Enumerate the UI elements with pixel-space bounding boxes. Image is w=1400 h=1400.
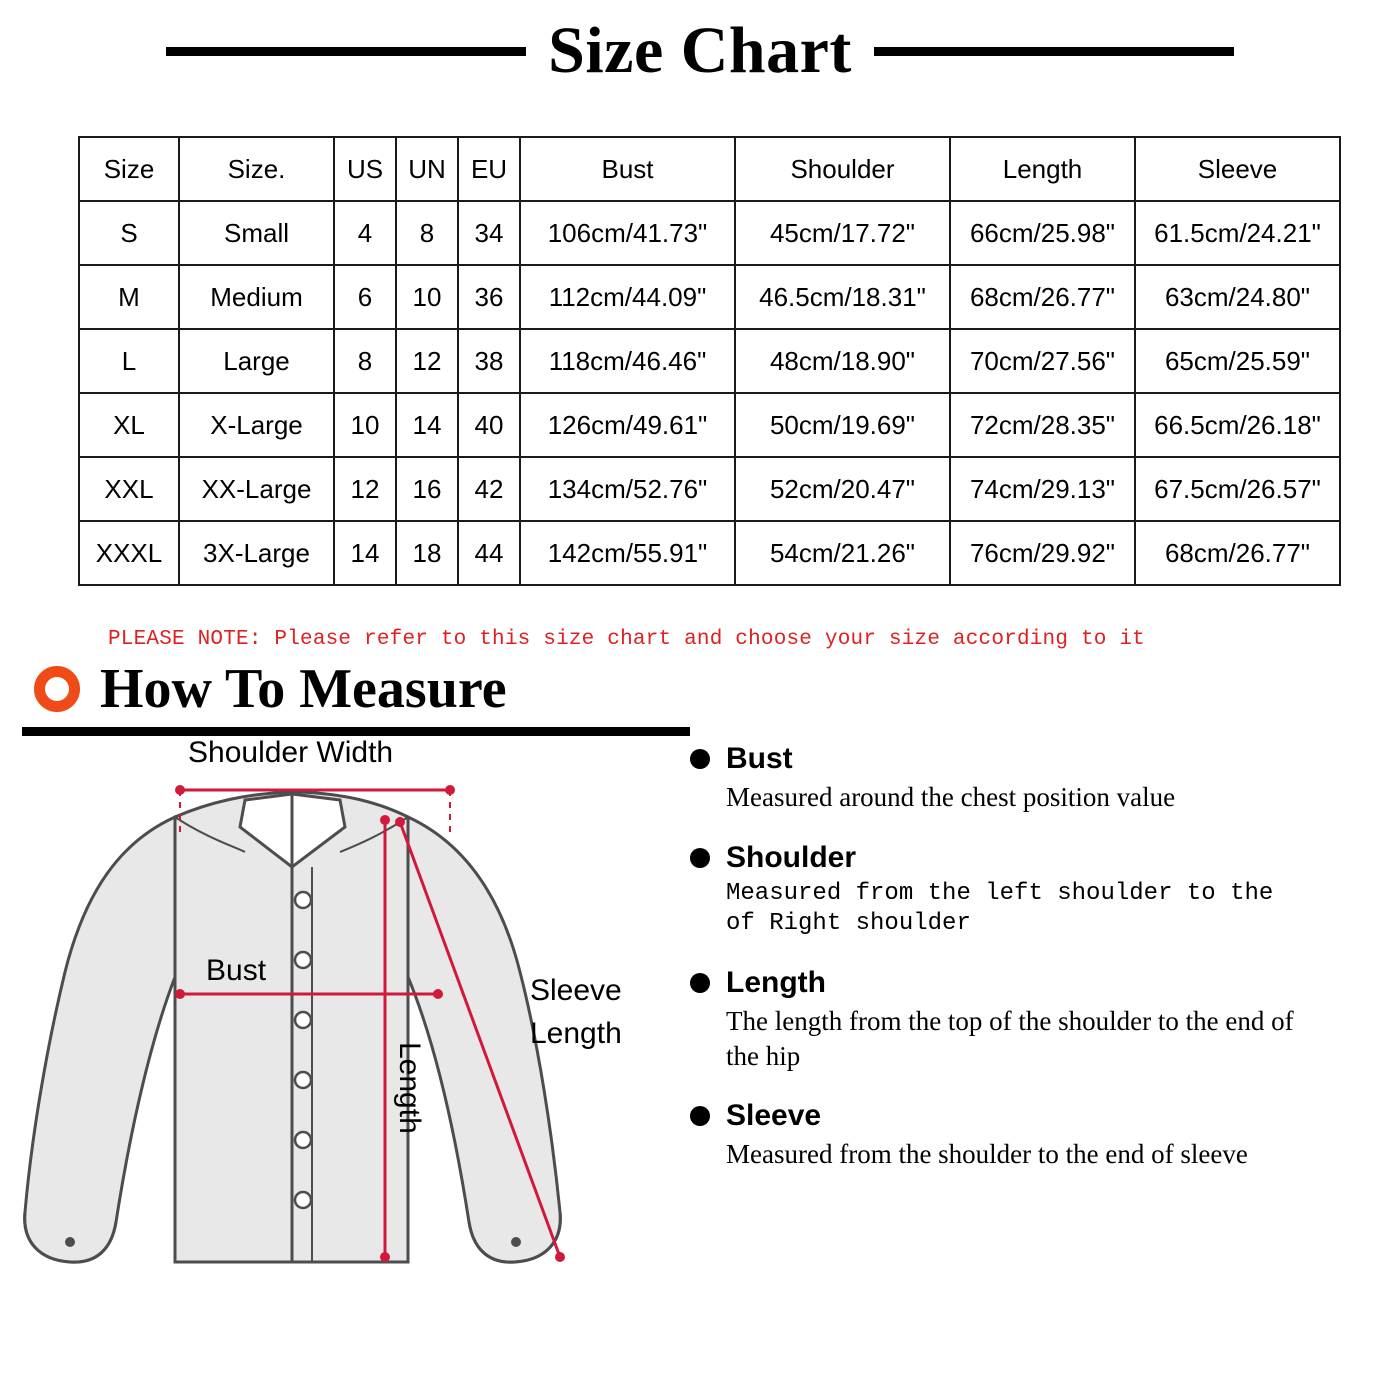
definition-shoulder-term: Shoulder [726, 840, 857, 874]
size-chart-table [78, 136, 1341, 586]
column-header-shoulder: Shoulder [735, 137, 950, 201]
cell-size: L [79, 329, 179, 393]
column-header-bust: Bust [520, 137, 735, 201]
cell-un: 16 [396, 457, 458, 521]
cell-shoulder: 46.5cm/18.31" [735, 265, 950, 329]
table-row [79, 457, 1340, 521]
size-table-wrapper [78, 136, 1322, 586]
cell-size: XXXL [79, 521, 179, 585]
definition-sleeve-head [690, 1099, 1306, 1133]
bullet-dot-icon [690, 848, 710, 868]
cell-eu: 34 [458, 201, 520, 265]
cell-un: 18 [396, 521, 458, 585]
definition-shoulder-head [690, 841, 1306, 875]
column-header-eu: EU [458, 137, 520, 201]
cell-size-name: 3X-Large [179, 521, 334, 585]
label-sleeve-length-line1: Sleeve [530, 974, 622, 1007]
bullet-dot-icon [690, 973, 710, 993]
column-header-length: Length [950, 137, 1135, 201]
shirt-illustration [0, 736, 690, 1317]
cell-eu: 42 [458, 457, 520, 521]
cell-length: 68cm/26.77" [950, 265, 1135, 329]
cell-length: 72cm/28.35" [950, 393, 1135, 457]
table-row [79, 201, 1340, 265]
cell-shoulder: 50cm/19.69" [735, 393, 950, 457]
cell-us: 14 [334, 521, 396, 585]
cell-shoulder: 54cm/21.26" [735, 521, 950, 585]
cell-size: M [79, 265, 179, 329]
cell-length: 76cm/29.92" [950, 521, 1135, 585]
cell-sleeve: 68cm/26.77" [1135, 521, 1340, 585]
cell-sleeve: 63cm/24.80" [1135, 265, 1340, 329]
measure-definitions [690, 742, 1306, 1317]
page-title-row [0, 0, 1400, 87]
cell-eu: 44 [458, 521, 520, 585]
cell-un: 12 [396, 329, 458, 393]
definition-length-text: The length from the top of the shoulder to the end of the hip [726, 1005, 1294, 1071]
cell-us: 6 [334, 265, 396, 329]
cell-us: 10 [334, 393, 396, 457]
definition-bust-term: Bust [726, 742, 793, 775]
cell-bust: 142cm/55.91" [520, 521, 735, 585]
cell-size-name: X-Large [179, 393, 334, 457]
cell-eu: 40 [458, 393, 520, 457]
cell-length: 70cm/27.56" [950, 329, 1135, 393]
table-header-row [79, 137, 1340, 201]
cell-length: 74cm/29.13" [950, 457, 1135, 521]
cell-un: 10 [396, 265, 458, 329]
cell-size: XXL [79, 457, 179, 521]
table-row [79, 329, 1340, 393]
cell-length: 66cm/25.98" [950, 201, 1135, 265]
cell-bust: 118cm/46.46" [520, 329, 735, 393]
definition-bust-head [690, 742, 1306, 776]
how-to-measure-heading: How To Measure [100, 658, 507, 720]
cell-un: 14 [396, 393, 458, 457]
cell-size-name: Large [179, 329, 334, 393]
table-row [79, 265, 1340, 329]
cell-sleeve: 61.5cm/24.21" [1135, 201, 1340, 265]
cell-size-name: Small [179, 201, 334, 265]
cell-bust: 126cm/49.61" [520, 393, 735, 457]
title-rule-left [166, 47, 526, 56]
cell-us: 8 [334, 329, 396, 393]
bullet-dot-icon [690, 1106, 710, 1126]
how-to-measure-rule [22, 727, 690, 736]
cell-size-name: Medium [179, 265, 334, 329]
how-to-measure-heading-row [34, 658, 1400, 720]
cell-sleeve: 65cm/25.59" [1135, 329, 1340, 393]
cell-shoulder: 48cm/18.90" [735, 329, 950, 393]
column-header-sleeve: Sleeve [1135, 137, 1340, 201]
cell-shoulder: 52cm/20.47" [735, 457, 950, 521]
table-row [79, 393, 1340, 457]
table-row [79, 521, 1340, 585]
title-rule-right [874, 47, 1234, 56]
page-title: Size Chart [548, 14, 852, 87]
label-length: Length [393, 1042, 426, 1134]
definition-shoulder-text: Measured from the left shoulder to the of Right shoulder [726, 879, 1274, 938]
definition-length-term: Length [726, 965, 826, 999]
cell-size-name: XX-Large [179, 457, 334, 521]
cell-us: 4 [334, 201, 396, 265]
cell-bust: 106cm/41.73" [520, 201, 735, 265]
please-note-text: PLEASE NOTE: Please refer to this size chart and choose your size according to it [108, 628, 1145, 651]
cell-sleeve: 66.5cm/26.18" [1135, 393, 1340, 457]
definition-shoulder [690, 841, 1306, 940]
label-bust: Bust [206, 954, 267, 987]
circle-bullet-icon [34, 666, 80, 712]
cell-bust: 134cm/52.76" [520, 457, 735, 521]
cell-size: S [79, 201, 179, 265]
cell-eu: 36 [458, 265, 520, 329]
definition-sleeve-term: Sleeve [726, 1099, 822, 1133]
cell-shoulder: 45cm/17.72" [735, 201, 950, 265]
column-header-un: UN [396, 137, 458, 201]
definition-bust [690, 742, 1306, 815]
definition-sleeve [690, 1099, 1306, 1172]
measure-section [0, 736, 1400, 1317]
label-sleeve-length-line2: Length [530, 1017, 622, 1050]
label-shoulder-width: Shoulder Width [188, 736, 394, 769]
cell-us: 12 [334, 457, 396, 521]
column-header-us: US [334, 137, 396, 201]
definition-bust-text: Measured around the chest position value [726, 782, 1176, 812]
cell-bust: 112cm/44.09" [520, 265, 735, 329]
definition-length [690, 966, 1306, 1073]
definition-sleeve-text: Measured from the shoulder to the end of sleeve [726, 1139, 1248, 1170]
cell-size: XL [79, 393, 179, 457]
column-header-size-name: Size. [179, 137, 334, 201]
bullet-dot-icon [690, 749, 710, 769]
cell-eu: 38 [458, 329, 520, 393]
cell-un: 8 [396, 201, 458, 265]
cell-sleeve: 67.5cm/26.57" [1135, 457, 1340, 521]
column-header-size: Size [79, 137, 179, 201]
definition-length-head [690, 966, 1306, 1000]
